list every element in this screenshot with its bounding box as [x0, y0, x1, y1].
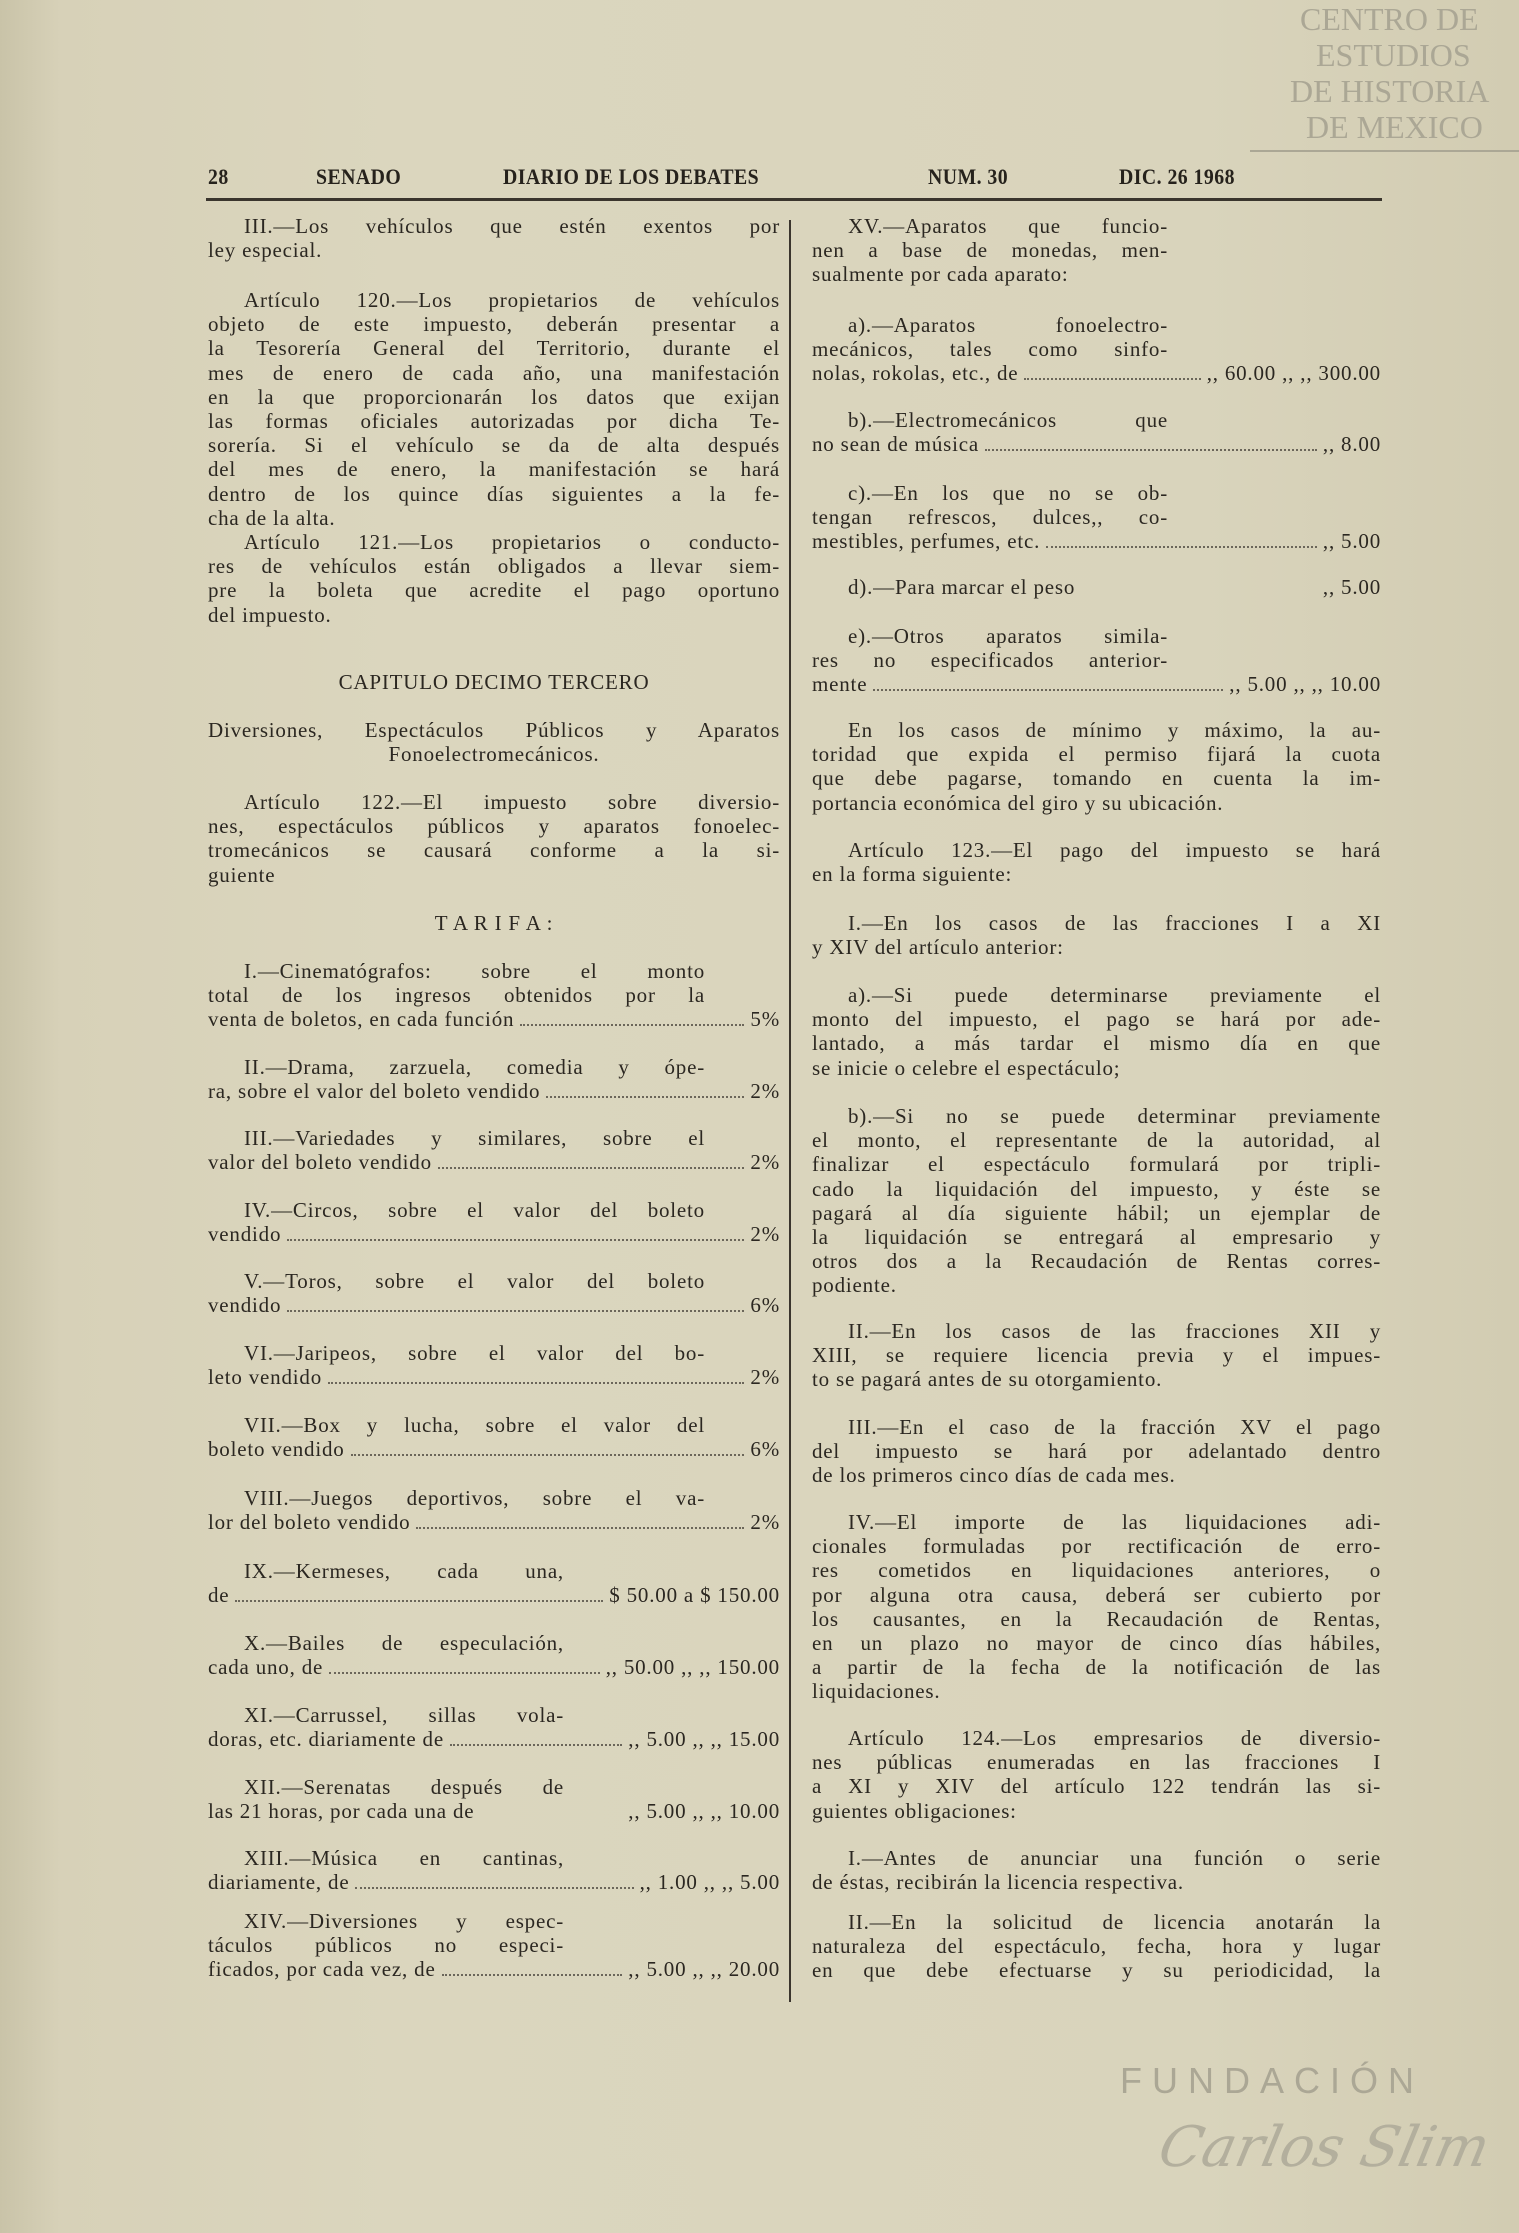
text-line: II.—Drama, zarzuela, comedia y ópe- — [244, 1055, 705, 1079]
text-line: nes públicas enumeradas en las fracciones I — [812, 1750, 1381, 1775]
left-paragraph — [208, 1341, 780, 1389]
tariff-line — [208, 1437, 780, 1461]
tariff-text: de — [208, 1583, 230, 1608]
text-line: a XI y XIV del artículo 122 tendrán las si- — [812, 1774, 1381, 1799]
tariff-line — [208, 1957, 780, 1981]
text-line: to se pagará antes de su otorgamiento. — [812, 1367, 1163, 1392]
text-line: nen a base de monedas, men- — [812, 238, 1168, 263]
text-line: res cometidos en liquidaciones anteriores, o — [812, 1558, 1381, 1583]
left-paragraph — [208, 790, 780, 887]
tariff-text: boleto vendido — [208, 1437, 345, 1462]
dot-leader — [416, 1527, 744, 1529]
text-line: IV.—El importe de las liquidaciones adi- — [848, 1510, 1381, 1534]
text-line: a).—Si puede determinarse previamente el — [848, 983, 1381, 1007]
text-line: XV.—Aparatos que funcio- — [848, 214, 1168, 238]
left-paragraph — [208, 530, 780, 627]
tariff-value: 6% — [750, 1437, 780, 1462]
dot-leader — [546, 1096, 744, 1098]
left-paragraph — [208, 1269, 780, 1317]
left-paragraph — [208, 1126, 780, 1174]
left-paragraph — [208, 1559, 780, 1607]
text-line: a partir de la fecha de la notificación de las — [812, 1655, 1381, 1680]
tariff-line — [208, 1583, 780, 1607]
watermark-foundation: FUNDACIÓN — [1120, 2060, 1424, 2101]
tariff-line — [208, 1222, 780, 1246]
right-paragraph — [812, 1415, 1381, 1488]
heading-line: T A R I F A : — [434, 911, 554, 935]
text-line: mes de enero de cada año, una manifestación — [208, 360, 780, 385]
text-line: de los primeros cinco días de cada mes. — [812, 1463, 1176, 1488]
text-line: XIII.—Música en cantinas, — [244, 1846, 564, 1870]
tariff-line — [208, 1870, 780, 1894]
text-line: tromecánicos se causará conforme a la si- — [208, 838, 780, 863]
tariff-value: ,, 5.00 — [1322, 575, 1381, 599]
text-line: y XIV del artículo anterior: — [812, 935, 1064, 960]
left-paragraph — [208, 1703, 780, 1751]
text-line: b).—Si no se puede determinar previamente — [848, 1104, 1381, 1128]
page-number: 28 — [208, 164, 229, 189]
tariff-value: ,, 5.00 ,, ,, 15.00 — [628, 1727, 780, 1752]
tariff-line — [208, 1365, 780, 1389]
tariff-text: mente — [812, 672, 868, 697]
tariff-value: 2% — [750, 1079, 780, 1104]
left-paragraph — [208, 1775, 780, 1823]
text-line: I.—Cinematógrafos: sobre el monto — [244, 959, 705, 983]
text-line: b).—Electromecánicos que — [848, 408, 1168, 432]
tariff-text: no sean de música — [812, 432, 979, 457]
right-paragraph — [812, 1910, 1381, 1983]
tariff-line — [208, 1079, 780, 1103]
right-paragraph — [812, 408, 1381, 456]
tariff-text: vendido — [208, 1293, 282, 1318]
text-line: III.—Los vehículos que estén exentos por — [244, 214, 780, 238]
text-line: res de vehículos están obligados a llevar siem- — [208, 554, 780, 579]
tariff-text: vendido — [208, 1222, 282, 1247]
right-paragraph — [812, 313, 1381, 386]
tariff-value: 2% — [750, 1365, 780, 1390]
right-paragraph — [812, 481, 1381, 554]
text-line: Artículo 120.—Los propietarios de vehículos — [244, 288, 780, 312]
watermark-line: ESTUDIOS — [1316, 37, 1471, 73]
left-paragraph — [208, 670, 780, 694]
text-line: XIV.—Diversiones y espec- — [244, 1909, 564, 1933]
dot-leader — [287, 1310, 744, 1312]
tariff-line — [208, 1799, 780, 1823]
text-line: los causantes, en la Recaudación de Rentas, — [812, 1606, 1381, 1631]
tariff-text: diariamente, de — [208, 1870, 350, 1895]
dot-leader — [1046, 546, 1317, 548]
text-line: nes, espectáculos públicos y aparatos fonoelec- — [208, 814, 780, 839]
text-line: que debe pagarse, tomando en cuenta la im- — [812, 766, 1381, 791]
text-line: IX.—Kermeses, cada una, — [244, 1559, 564, 1583]
text-line: XII.—Serenatas después de — [244, 1775, 564, 1799]
tariff-text: ra, sobre el valor del boleto vendido — [208, 1079, 541, 1104]
tariff-text: valor del boleto vendido — [208, 1150, 432, 1175]
left-paragraph — [208, 288, 780, 530]
tariff-line — [812, 432, 1381, 456]
right-paragraph — [812, 1104, 1381, 1298]
left-paragraph — [208, 1486, 780, 1534]
left-paragraph — [208, 1631, 780, 1679]
text-line: ley especial. — [208, 238, 323, 263]
text-line: IV.—Circos, sobre el valor del boleto — [244, 1198, 705, 1222]
tariff-line — [812, 672, 1381, 696]
left-paragraph — [208, 1909, 780, 1982]
left-paragraph — [208, 911, 780, 935]
left-paragraph — [208, 1413, 780, 1461]
text-line: de éstas, recibirán la licencia respectiva. — [812, 1870, 1184, 1895]
text-line: cionales formuladas por rectificación de erro- — [812, 1534, 1381, 1559]
text-line: XIII, se requiere licencia previa y el impues- — [812, 1343, 1381, 1368]
dot-leader — [1024, 378, 1200, 380]
tariff-line — [812, 575, 1381, 599]
tariff-value: 2% — [750, 1150, 780, 1175]
tariff-text: las 21 horas, por cada una de — [208, 1799, 475, 1824]
text-line: II.—En los casos de las fracciones XII y — [848, 1319, 1381, 1343]
watermark-signature: Carlos Slim — [1153, 2115, 1496, 2180]
text-line: sualmente por cada aparato: — [812, 262, 1069, 287]
text-line: V.—Toros, sobre el valor del boleto — [244, 1269, 705, 1293]
text-line: se inicie o celebre el espectáculo; — [812, 1055, 1121, 1080]
tariff-line — [208, 1150, 780, 1174]
text-line: tengan refrescos, dulces,, co- — [812, 505, 1168, 530]
tariff-value: 2% — [750, 1510, 780, 1535]
right-paragraph — [812, 1726, 1381, 1823]
tariff-value: ,, 1.00 ,, ,, 5.00 — [639, 1870, 780, 1895]
text-line: I.—Antes de anunciar una función o serie — [848, 1846, 1381, 1870]
tariff-line — [208, 1510, 780, 1534]
text-line: Artículo 122.—El impuesto sobre diversio- — [244, 790, 780, 814]
dot-leader — [873, 689, 1223, 691]
tariff-value: ,, 5.00 ,, ,, 20.00 — [628, 1957, 780, 1982]
dot-leader — [355, 1887, 633, 1889]
text-line: por alguna otra causa, deberá ser cubierto por — [812, 1582, 1381, 1607]
heading-line: CAPITULO DECIMO TERCERO — [338, 670, 650, 694]
text-line: monto del impuesto, el pago se hará por ade- — [812, 1007, 1381, 1032]
text-line: I.—En los casos de las fracciones I a XI — [848, 911, 1381, 935]
text-line: lantado, a más tardar el mismo día en que — [812, 1031, 1381, 1056]
left-paragraph — [208, 718, 780, 766]
tariff-text: mestibles, perfumes, etc. — [812, 529, 1041, 554]
text-line: en que debe efectuarse y su periodicidad, la — [812, 1958, 1381, 1983]
tariff-value: ,, 8.00 — [1322, 432, 1381, 457]
text-line: XI.—Carrussel, sillas vola- — [244, 1703, 564, 1727]
text-line: VIII.—Juegos deportivos, sobre el va- — [244, 1486, 705, 1510]
tariff-text: venta de boletos, en cada función — [208, 1007, 515, 1032]
tariff-text: lor del boleto vendido — [208, 1510, 411, 1535]
tariff-value: 6% — [750, 1293, 780, 1318]
text-line: En los casos de mínimo y máximo, la au- — [848, 718, 1381, 742]
text-line: portancia económica del giro y su ubicación. — [812, 790, 1224, 815]
dot-leader — [235, 1600, 603, 1602]
text-line: guientes obligaciones: — [812, 1798, 1017, 1823]
dot-leader — [520, 1024, 744, 1026]
text-line: total de los ingresos obtenidos por la — [208, 983, 705, 1008]
text-line: objeto de este impuesto, deberán presentar a — [208, 312, 780, 337]
text-line: las formas oficiales autorizadas por dicha Te- — [208, 408, 780, 433]
text-line: dentro de los quince días siguientes a la fe- — [208, 481, 780, 506]
text-line: cado la liquidación del impuesto, y éste se — [812, 1176, 1381, 1201]
text-line: Artículo 124.—Los empresarios de diversio- — [848, 1726, 1381, 1750]
issue-number: NUM. 30 — [928, 164, 1009, 189]
tariff-text: doras, etc. diariamente de — [208, 1727, 444, 1752]
tariff-value: 2% — [750, 1222, 780, 1247]
text-line: e).—Otros aparatos simila- — [848, 624, 1168, 648]
right-paragraph — [812, 911, 1381, 959]
heading-line: Fonoelectromecánicos. — [388, 742, 600, 767]
left-paragraph — [208, 214, 780, 262]
right-paragraph — [812, 1510, 1381, 1704]
tariff-value: ,, 5.00 ,, ,, 10.00 — [628, 1799, 780, 1824]
left-paragraph — [208, 1846, 780, 1894]
left-paragraph — [208, 1055, 780, 1103]
right-paragraph — [812, 575, 1381, 599]
text-line: en la que proporcionarán los datos que exijan — [208, 384, 780, 409]
tariff-text: cada uno, de — [208, 1655, 324, 1680]
text-line: mecánicos, tales como sinfo- — [812, 337, 1168, 362]
text-line: sorería. Si el vehículo se da de alta después — [208, 433, 780, 458]
text-line: la liquidación se entregará al empresario y — [812, 1224, 1381, 1249]
text-line: toridad que expida el permiso fijará la cuota — [812, 742, 1381, 767]
header-rule — [206, 198, 1382, 201]
text-line: liquidaciones. — [812, 1679, 941, 1704]
tariff-text: d).—Para marcar el peso — [848, 575, 1076, 599]
tariff-line — [208, 1727, 780, 1751]
text-line: guiente — [208, 862, 276, 887]
text-line: pagará al día siguiente hábil; un ejemplar de — [812, 1200, 1381, 1225]
text-line: res no especificados anterior- — [812, 648, 1168, 673]
tariff-line — [812, 529, 1381, 553]
tariff-value: $ 50.00 a $ 150.00 — [609, 1583, 780, 1608]
tariff-line — [812, 361, 1381, 385]
tariff-line — [208, 1655, 780, 1679]
tariff-text: leto vendido — [208, 1365, 322, 1390]
text-line: en la forma siguiente: — [812, 862, 1013, 887]
text-line: del mes de enero, la manifestación se hará — [208, 457, 780, 482]
right-paragraph — [812, 214, 1381, 287]
text-line: c).—En los que no se ob- — [848, 481, 1168, 505]
dot-leader — [442, 1974, 623, 1976]
dot-leader — [329, 1672, 600, 1674]
tariff-value: ,, 5.00 ,, ,, 10.00 — [1229, 672, 1381, 697]
dot-leader — [351, 1454, 745, 1456]
right-paragraph — [812, 1319, 1381, 1392]
right-paragraph — [812, 838, 1381, 886]
watermark-rule — [1250, 150, 1519, 152]
text-line: Artículo 123.—El pago del impuesto se hará — [848, 838, 1381, 862]
tariff-text: ficados, por cada vez, de — [208, 1957, 436, 1982]
text-line: VII.—Box y lucha, sobre el valor del — [244, 1413, 705, 1437]
text-line: en un plazo no mayor de cinco días hábiles, — [812, 1630, 1381, 1655]
tariff-text: nolas, rokolas, etc., de — [812, 361, 1019, 386]
text-line: III.—Variedades y similares, sobre el — [244, 1126, 705, 1150]
tariff-value: ,, 50.00 ,, ,, 150.00 — [605, 1655, 780, 1680]
text-line: Artículo 121.—Los propietarios o conducto- — [244, 530, 780, 554]
text-line: del impuesto se hará por adelantado dentro — [812, 1439, 1381, 1464]
column-divider — [789, 220, 791, 2002]
text-line: naturaleza del espectáculo, fecha, hora y lugar — [812, 1934, 1381, 1959]
text-line: VI.—Jaripeos, sobre el valor del bo- — [244, 1341, 705, 1365]
text-line: el monto, el representante de la autoridad, al — [812, 1128, 1381, 1153]
watermark-line: DE HISTORIA — [1290, 73, 1490, 109]
text-line: del impuesto. — [208, 602, 332, 627]
dot-leader — [438, 1167, 745, 1169]
text-line: táculos públicos no especi- — [208, 1933, 564, 1958]
text-line: II.—En la solicitud de licencia anotarán la — [848, 1910, 1381, 1934]
dot-leader — [287, 1239, 744, 1241]
text-line: finalizar el espectáculo formulará por tripli- — [812, 1152, 1381, 1177]
issue-date: DIC. 26 1968 — [1119, 164, 1235, 189]
dot-leader — [328, 1382, 744, 1384]
tariff-value: ,, 5.00 — [1322, 529, 1381, 554]
tariff-line — [208, 1293, 780, 1317]
right-paragraph — [812, 1846, 1381, 1894]
text-line: podiente. — [812, 1273, 897, 1298]
text-line: III.—En el caso de la fracción XV el pago — [848, 1415, 1381, 1439]
text-line: otros dos a la Recaudación de Rentas corres- — [812, 1249, 1381, 1274]
text-line: cha de la alta. — [208, 505, 336, 530]
text-line: pre la boleta que acredite el pago oportuno — [208, 578, 780, 603]
right-paragraph — [812, 624, 1381, 697]
tariff-line — [208, 1007, 780, 1031]
tariff-value: 5% — [750, 1007, 780, 1032]
left-paragraph — [208, 959, 780, 1032]
text-line: la Tesorería General del Territorio, durante el — [208, 336, 780, 361]
left-paragraph — [208, 1198, 780, 1246]
right-paragraph — [812, 983, 1381, 1080]
text-line: Diversiones, Espectáculos Públicos y Aparatos — [208, 718, 780, 742]
chamber-name: SENADO — [316, 164, 402, 189]
watermark-line: CENTRO DE — [1300, 1, 1479, 37]
watermark-line: DE MEXICO — [1306, 109, 1483, 145]
right-paragraph — [812, 718, 1381, 815]
tariff-value: ,, 60.00 ,, ,, 300.00 — [1206, 361, 1381, 386]
text-line: X.—Bailes de especulación, — [244, 1631, 564, 1655]
text-line: a).—Aparatos fonoelectro- — [848, 313, 1168, 337]
dot-leader — [985, 449, 1317, 451]
dot-leader — [450, 1744, 622, 1746]
publication-title: DIARIO DE LOS DEBATES — [503, 164, 760, 189]
